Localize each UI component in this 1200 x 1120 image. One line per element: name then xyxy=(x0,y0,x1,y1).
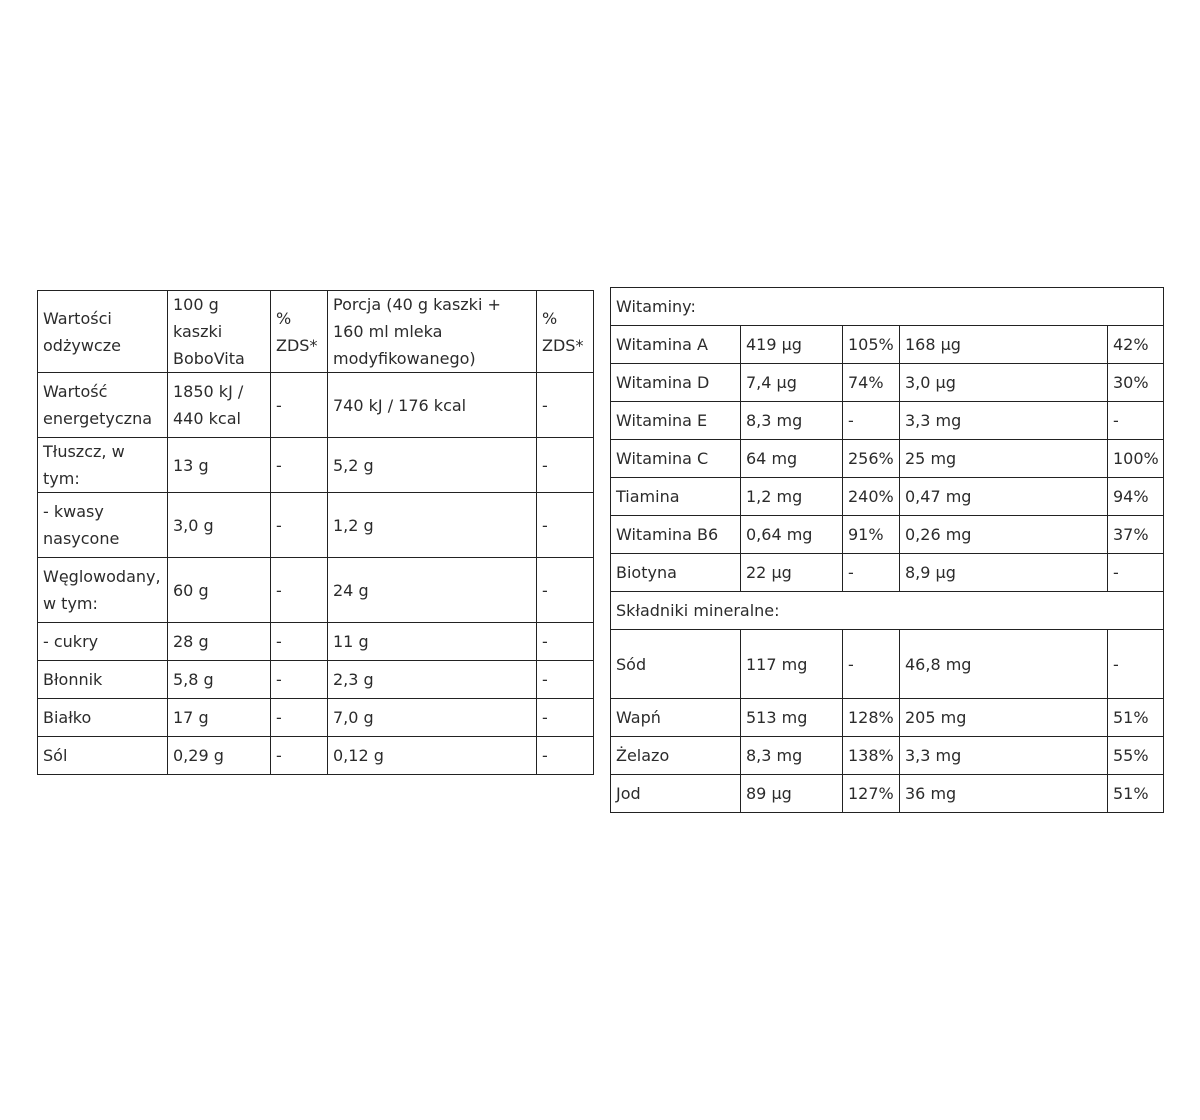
value-per-portion: 7,0 g xyxy=(328,699,537,737)
zds-per-portion: 42% xyxy=(1108,326,1164,364)
value-per-portion: 25 mg xyxy=(900,440,1108,478)
value-per-100g: 17 g xyxy=(168,699,271,737)
value-per-100g: 419 µg xyxy=(741,326,843,364)
value-per-portion: 46,8 mg xyxy=(900,630,1108,699)
table-row xyxy=(611,737,1164,775)
header-nutrition-values: Wartości odżywcze xyxy=(38,291,168,373)
table-row xyxy=(611,402,1164,440)
table-row xyxy=(611,775,1164,813)
table-row xyxy=(38,438,594,493)
zds-per-100g: - xyxy=(843,554,900,592)
vitamin-name: Witamina E xyxy=(611,402,741,440)
minerals-heading: Składniki mineralne: xyxy=(611,592,1164,630)
vitamin-name: Witamina B6 xyxy=(611,516,741,554)
nutrient-name: - kwasy nasycone xyxy=(38,493,168,558)
vitamins-heading: Witaminy: xyxy=(611,288,1164,326)
zds-per-portion: - xyxy=(537,558,594,623)
zds-per-portion: 37% xyxy=(1108,516,1164,554)
value-per-portion: 8,9 µg xyxy=(900,554,1108,592)
value-per-100g: 60 g xyxy=(168,558,271,623)
zds-per-100g: - xyxy=(843,402,900,440)
mineral-name: Wapń xyxy=(611,699,741,737)
mineral-name: Sód xyxy=(611,630,741,699)
table-row xyxy=(38,699,594,737)
value-per-portion: 1,2 g xyxy=(328,493,537,558)
zds-per-100g: - xyxy=(271,558,328,623)
nutrition-table xyxy=(37,290,594,775)
value-per-100g: 0,29 g xyxy=(168,737,271,775)
zds-per-100g: - xyxy=(271,623,328,661)
zds-per-100g: - xyxy=(271,438,328,493)
value-per-100g: 8,3 mg xyxy=(741,737,843,775)
vitamin-name: Witamina A xyxy=(611,326,741,364)
zds-per-100g: - xyxy=(271,737,328,775)
zds-per-100g: 256% xyxy=(843,440,900,478)
table-row xyxy=(38,737,594,775)
zds-per-portion: 30% xyxy=(1108,364,1164,402)
zds-per-100g: 128% xyxy=(843,699,900,737)
value-per-100g: 28 g xyxy=(168,623,271,661)
nutrient-name: Wartość energetyczna xyxy=(38,373,168,438)
zds-per-portion: 100% xyxy=(1108,440,1164,478)
table-row xyxy=(38,558,594,623)
value-per-100g: 7,4 µg xyxy=(741,364,843,402)
value-per-100g: 5,8 g xyxy=(168,661,271,699)
value-per-portion: 0,12 g xyxy=(328,737,537,775)
value-per-100g: 0,64 mg xyxy=(741,516,843,554)
nutrient-name: - cukry xyxy=(38,623,168,661)
table-row xyxy=(611,364,1164,402)
value-per-100g: 117 mg xyxy=(741,630,843,699)
value-per-100g: 22 µg xyxy=(741,554,843,592)
zds-per-100g: 91% xyxy=(843,516,900,554)
value-per-100g: 1850 kJ / 440 kcal xyxy=(168,373,271,438)
value-per-portion: 0,47 mg xyxy=(900,478,1108,516)
value-per-portion: 205 mg xyxy=(900,699,1108,737)
vitamin-name: Tiamina xyxy=(611,478,741,516)
zds-per-portion: - xyxy=(537,661,594,699)
zds-per-portion: - xyxy=(1108,554,1164,592)
table-row xyxy=(611,630,1164,699)
nutrient-name: Węglowodany, w tym: xyxy=(38,558,168,623)
table-row xyxy=(38,373,594,438)
nutrient-name: Białko xyxy=(38,699,168,737)
table-row xyxy=(38,493,594,558)
zds-per-100g: 127% xyxy=(843,775,900,813)
minerals-section-row xyxy=(611,592,1164,630)
table-row xyxy=(38,661,594,699)
header-per-100g: 100 g kaszki BoboVita xyxy=(168,291,271,373)
zds-per-100g: - xyxy=(843,630,900,699)
value-per-100g: 513 mg xyxy=(741,699,843,737)
zds-per-100g: - xyxy=(271,493,328,558)
zds-per-100g: 138% xyxy=(843,737,900,775)
table-row xyxy=(611,478,1164,516)
value-per-100g: 3,0 g xyxy=(168,493,271,558)
table-row xyxy=(611,699,1164,737)
zds-per-100g: - xyxy=(271,373,328,438)
header-portion: Porcja (40 g kaszki + 160 ml mleka modyfikowanego) xyxy=(328,291,537,373)
table-row xyxy=(611,326,1164,364)
zds-per-100g: 105% xyxy=(843,326,900,364)
value-per-100g: 64 mg xyxy=(741,440,843,478)
value-per-portion: 5,2 g xyxy=(328,438,537,493)
value-per-100g: 89 µg xyxy=(741,775,843,813)
vitamin-name: Biotyna xyxy=(611,554,741,592)
value-per-100g: 8,3 mg xyxy=(741,402,843,440)
zds-per-portion: - xyxy=(1108,402,1164,440)
vitamins-section-row xyxy=(611,288,1164,326)
vitamins-minerals-table xyxy=(610,287,1164,813)
zds-per-portion: 94% xyxy=(1108,478,1164,516)
value-per-100g: 13 g xyxy=(168,438,271,493)
zds-per-100g: - xyxy=(271,661,328,699)
table-row xyxy=(611,554,1164,592)
vitamin-name: Witamina C xyxy=(611,440,741,478)
value-per-portion: 168 µg xyxy=(900,326,1108,364)
table-row xyxy=(611,440,1164,478)
mineral-name: Żelazo xyxy=(611,737,741,775)
value-per-portion: 740 kJ / 176 kcal xyxy=(328,373,537,438)
value-per-portion: 3,3 mg xyxy=(900,402,1108,440)
zds-per-portion: - xyxy=(537,737,594,775)
zds-per-100g: 74% xyxy=(843,364,900,402)
zds-per-portion: - xyxy=(537,493,594,558)
zds-per-portion: 51% xyxy=(1108,699,1164,737)
nutrient-name: Sól xyxy=(38,737,168,775)
nutrient-name: Błonnik xyxy=(38,661,168,699)
table-row xyxy=(38,623,594,661)
zds-per-100g: 240% xyxy=(843,478,900,516)
value-per-100g: 1,2 mg xyxy=(741,478,843,516)
zds-per-portion: 55% xyxy=(1108,737,1164,775)
header-zds-2: % ZDS* xyxy=(537,291,594,373)
zds-per-portion: - xyxy=(1108,630,1164,699)
zds-per-portion: 51% xyxy=(1108,775,1164,813)
table-header-row xyxy=(38,291,594,373)
mineral-name: Jod xyxy=(611,775,741,813)
zds-per-portion: - xyxy=(537,623,594,661)
zds-per-portion: - xyxy=(537,373,594,438)
zds-per-100g: - xyxy=(271,699,328,737)
value-per-portion: 2,3 g xyxy=(328,661,537,699)
header-zds-1: % ZDS* xyxy=(271,291,328,373)
value-per-portion: 3,0 µg xyxy=(900,364,1108,402)
value-per-portion: 3,3 mg xyxy=(900,737,1108,775)
vitamin-name: Witamina D xyxy=(611,364,741,402)
value-per-portion: 36 mg xyxy=(900,775,1108,813)
value-per-portion: 24 g xyxy=(328,558,537,623)
nutrient-name: Tłuszcz, w tym: xyxy=(38,438,168,493)
zds-per-portion: - xyxy=(537,699,594,737)
value-per-portion: 0,26 mg xyxy=(900,516,1108,554)
table-row xyxy=(611,516,1164,554)
value-per-portion: 11 g xyxy=(328,623,537,661)
zds-per-portion: - xyxy=(537,438,594,493)
